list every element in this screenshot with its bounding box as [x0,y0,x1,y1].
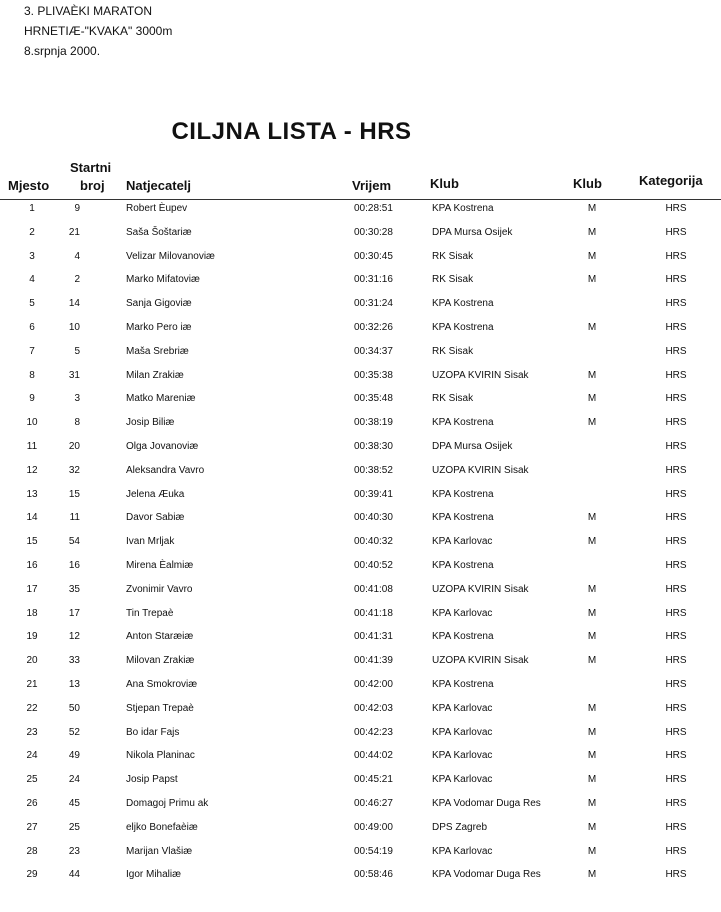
table-row [0,200,721,224]
table-row [0,248,721,272]
name-cell: Matko Mareniæ [126,393,196,405]
category-cell: HRS [665,226,687,238]
time-cell: 00:42:03 [354,702,393,714]
time-cell: 00:34:37 [354,345,393,357]
name-cell: Mirena Èalmiæ [126,559,194,571]
bib-cell: 45 [68,797,80,809]
club2-cell: M [587,274,597,286]
bib-cell: 15 [68,488,80,500]
time-cell: 00:30:28 [354,226,393,238]
table-row [0,438,721,462]
time-cell: 00:41:08 [354,583,393,595]
name-cell: Marijan Vlašiæ [126,845,193,857]
name-cell: Robert Èupev [126,203,188,214]
place-cell: 29 [26,869,38,881]
place-cell: 22 [26,702,38,714]
category-cell: HRS [665,869,687,881]
category-cell: HRS [665,678,687,690]
name-cell: Aleksandra Vavro [126,464,205,476]
category-cell: HRS [665,655,687,667]
bib-cell: 25 [68,821,80,833]
time-cell: 00:35:48 [354,393,393,405]
table-row [0,509,721,533]
name-cell: Jelena Æuka [126,488,185,500]
table-row [0,486,721,510]
club-cell: KPA Kostrena [432,678,494,690]
page-title: CILJNA LISTA - HRS [171,118,412,145]
time-cell: 00:40:52 [354,559,393,571]
bib-cell: 10 [68,321,80,333]
category-cell: HRS [665,607,687,619]
category-cell: HRS [665,274,687,286]
club2-cell: M [587,369,597,381]
club-cell: KPA Vodomar Duga Res [432,797,541,809]
bib-cell: 33 [68,655,80,667]
time-cell: 00:30:45 [354,250,393,262]
name-cell: Ivan Mrljak [126,536,175,548]
club-cell: KPA Karlovac [432,845,493,857]
column-header-category: Kategorija [639,173,703,188]
category-cell: HRS [665,821,687,833]
club2-cell: M [587,726,597,738]
name-cell: Marko Pero iæ [126,321,192,333]
time-cell: 00:41:39 [354,655,393,667]
bib-cell: 31 [68,369,80,381]
place-cell: 18 [26,607,38,619]
table-row [0,533,721,557]
table-row [0,771,721,795]
place-cell: 19 [26,631,38,643]
place-cell: 3 [29,250,35,262]
club-cell: KPA Kostrena [432,321,494,333]
table-row [0,843,721,867]
club-cell: RK Sisak [432,345,474,357]
column-header-start-bottom: broj [80,178,105,193]
club2-cell: M [587,607,597,619]
bib-cell: 13 [68,678,80,690]
category-cell: HRS [665,797,687,809]
club-cell: KPA Kostrena [432,631,494,643]
category-cell: HRS [665,440,687,452]
time-cell: 00:31:16 [354,274,393,286]
column-header-place: Mjesto [8,178,50,193]
club2-cell: M [587,250,597,262]
table-row [0,557,721,581]
time-cell: 00:42:23 [354,726,393,738]
time-cell: 00:38:19 [354,417,393,429]
name-cell: Ana Smokroviæ [126,678,198,690]
column-header-name: Natjecatelj [126,178,192,193]
table-row [0,819,721,843]
name-cell: Domagoj Primu ak [126,797,209,809]
name-cell: Olga Jovanoviæ [126,440,199,452]
name-cell: Milovan Zrakiæ [126,655,195,667]
time-cell: 00:38:30 [354,440,393,452]
event-title-line: 3. PLIVAÈKI MARATON [24,4,153,18]
event-subtitle-line: HRNETIÆ-"KVAKA" 3000m [24,24,173,38]
bib-cell: 49 [68,750,80,762]
column-header-start-top: Startni [70,160,112,175]
place-cell: 20 [26,655,38,667]
bib-cell: 14 [68,298,80,310]
category-cell: HRS [665,298,687,310]
category-cell: HRS [665,774,687,786]
time-cell: 00:38:52 [354,464,393,476]
club-cell: KPA Kostrena [432,512,494,524]
table-row [0,652,721,676]
name-cell: Anton Staræiæ [126,631,194,643]
place-cell: 1 [29,203,35,214]
column-header-time: Vrijem [352,178,392,193]
bib-cell: 50 [68,702,80,714]
category-cell: HRS [665,702,687,714]
time-cell: 00:35:38 [354,369,393,381]
event-date-line: 8.srpnja 2000. [24,44,101,58]
place-cell: 17 [26,583,38,595]
club2-cell: M [587,655,597,667]
column-header-club2: Klub [573,176,602,191]
category-cell: HRS [665,845,687,857]
table-row [0,271,721,295]
place-cell: 4 [29,274,35,286]
time-cell: 00:28:51 [354,203,393,214]
name-cell: Sanja Gigoviæ [126,298,192,310]
club-cell: KPA Kostrena [432,488,494,500]
table-row [0,866,721,890]
table-row [0,747,721,771]
place-cell: 10 [26,417,38,429]
bib-cell: 4 [74,250,80,262]
place-cell: 14 [26,512,38,524]
club2-cell: M [587,774,597,786]
place-cell: 15 [26,536,38,548]
table-row [0,676,721,700]
table-row [0,367,721,391]
bib-cell: 3 [74,393,80,405]
table-row [0,390,721,414]
club-cell: UZOPA KVIRIN Sisak [432,464,529,476]
name-cell: Davor Sabiæ [126,512,185,524]
name-cell: Maša Srebriæ [126,345,189,357]
place-cell: 6 [29,321,35,333]
name-cell: eljko Bonefaèiæ [126,821,198,833]
club2-cell: M [587,869,597,881]
category-cell: HRS [665,631,687,643]
category-cell: HRS [665,345,687,357]
time-cell: 00:46:27 [354,797,393,809]
place-cell: 28 [26,845,38,857]
club-cell: KPA Kostrena [432,559,494,571]
name-cell: Josip Papst [126,774,178,786]
time-cell: 00:40:30 [354,512,393,524]
bib-cell: 35 [68,583,80,595]
table-row [0,462,721,486]
club2-cell: M [587,536,597,548]
place-cell: 8 [29,369,35,381]
table-row [0,295,721,319]
club2-cell: M [587,226,597,238]
time-cell: 00:32:26 [354,321,393,333]
bib-cell: 24 [68,774,80,786]
club-cell: RK Sisak [432,274,474,286]
club-cell: KPA Kostrena [432,417,494,429]
time-cell: 00:39:41 [354,488,393,500]
club-cell: RK Sisak [432,250,474,262]
name-cell: Milan Zrakiæ [126,369,184,381]
club-cell: DPA Mursa Osijek [432,440,513,452]
name-cell: Stjepan Trepaè [126,702,194,714]
category-cell: HRS [665,417,687,429]
table-row [0,795,721,819]
table-row [0,700,721,724]
place-cell: 24 [26,750,38,762]
table-row [0,628,721,652]
club2-cell: M [587,750,597,762]
table-row [0,319,721,343]
category-cell: HRS [665,536,687,548]
club-cell: KPA Kostrena [432,203,494,214]
club-cell: DPA Mursa Osijek [432,226,513,238]
club-cell: KPA Karlovac [432,607,493,619]
place-cell: 26 [26,797,38,809]
bib-cell: 54 [68,536,80,548]
category-cell: HRS [665,750,687,762]
club-cell: KPA Karlovac [432,702,493,714]
club-cell: KPA Vodomar Duga Res [432,869,541,881]
name-cell: Igor Mihaliæ [126,869,182,881]
place-cell: 2 [29,226,35,238]
time-cell: 00:41:31 [354,631,393,643]
club2-cell: M [587,321,597,333]
bib-cell: 2 [74,274,80,286]
category-cell: HRS [665,488,687,500]
place-cell: 21 [26,678,38,690]
table-row [0,724,721,748]
club-cell: UZOPA KVIRIN Sisak [432,655,529,667]
category-cell: HRS [665,512,687,524]
time-cell: 00:41:18 [354,607,393,619]
time-cell: 00:45:21 [354,774,393,786]
table-row [0,605,721,629]
club2-cell: M [587,631,597,643]
category-cell: HRS [665,203,687,214]
bib-cell: 16 [68,559,80,571]
bib-cell: 11 [69,512,80,524]
table-row [0,414,721,438]
column-header-club: Klub [430,176,459,191]
place-cell: 9 [29,393,35,405]
bib-cell: 5 [74,345,80,357]
club-cell: KPA Karlovac [432,774,493,786]
name-cell: Marko Mifatoviæ [126,274,200,286]
bib-cell: 23 [68,845,80,857]
category-cell: HRS [665,393,687,405]
name-cell: Josip Biliæ [126,417,175,429]
category-cell: HRS [665,464,687,476]
category-cell: HRS [665,321,687,333]
table-row [0,224,721,248]
place-cell: 5 [29,298,35,310]
bib-cell: 44 [68,869,80,881]
club-cell: UZOPA KVIRIN Sisak [432,369,529,381]
club2-cell: M [587,702,597,714]
club2-cell: M [587,821,597,833]
time-cell: 00:31:24 [354,298,393,310]
table-row [0,581,721,605]
bib-cell: 17 [68,607,80,619]
club-cell: KPA Karlovac [432,536,493,548]
club2-cell: M [587,393,597,405]
category-cell: HRS [665,726,687,738]
name-cell: Zvonimir Vavro [126,583,193,595]
bib-cell: 21 [68,226,80,238]
club2-cell: M [587,583,597,595]
name-cell: Nikola Planinac [126,750,195,762]
name-cell: Tin Trepaè [126,607,174,619]
time-cell: 00:42:00 [354,678,393,690]
bib-cell: 8 [74,417,80,429]
time-cell: 00:44:02 [354,750,393,762]
category-cell: HRS [665,583,687,595]
category-cell: HRS [665,559,687,571]
place-cell: 11 [26,440,38,452]
name-cell: Bo idar Fajs [126,726,180,738]
club2-cell: M [587,417,597,429]
place-cell: 7 [29,345,35,357]
bib-cell: 12 [68,631,80,643]
table-row [0,343,721,367]
club-cell: UZOPA KVIRIN Sisak [432,583,529,595]
time-cell: 00:49:00 [354,821,393,833]
club-cell: KPA Kostrena [432,298,494,310]
club-cell: DPS Zagreb [432,821,488,833]
time-cell: 00:40:32 [354,536,393,548]
place-cell: 12 [26,464,38,476]
place-cell: 27 [26,821,38,833]
place-cell: 16 [26,559,38,571]
category-cell: HRS [665,250,687,262]
bib-cell: 52 [68,726,80,738]
club2-cell: M [587,512,597,524]
club-cell: KPA Karlovac [432,726,493,738]
time-cell: 00:54:19 [354,845,393,857]
club-cell: KPA Karlovac [432,750,493,762]
category-cell: HRS [665,369,687,381]
place-cell: 25 [26,774,38,786]
place-cell: 13 [26,488,38,500]
bib-cell: 32 [68,464,80,476]
club2-cell: M [587,797,597,809]
results-table [0,200,721,890]
name-cell: Saša Šoštariæ [126,226,192,238]
name-cell: Velizar Milovanoviæ [126,250,215,262]
time-cell: 00:58:46 [354,869,393,881]
club2-cell: M [587,845,597,857]
club2-cell: M [587,203,597,214]
bib-cell: 20 [68,440,80,452]
club-cell: RK Sisak [432,393,474,405]
bib-cell: 9 [74,203,80,214]
place-cell: 23 [26,726,38,738]
